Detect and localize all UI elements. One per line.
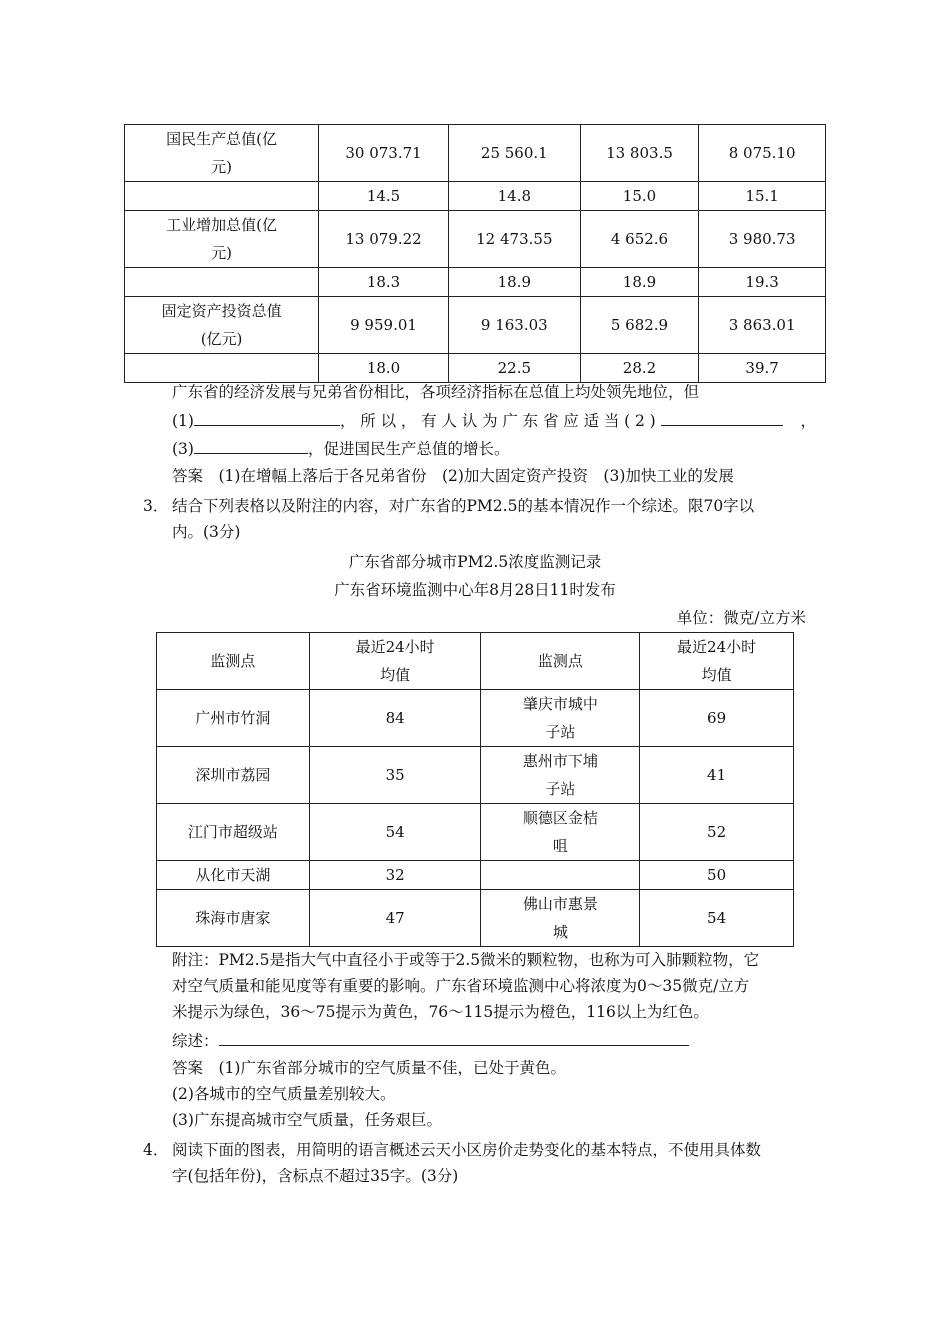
q3-line2: 内。(3分) bbox=[172, 523, 241, 541]
row-value bbox=[699, 211, 826, 268]
site-value-line: 41 bbox=[707, 766, 727, 784]
row-value-line: 8 075.10 bbox=[728, 144, 796, 162]
row-value-line: 30 073.71 bbox=[345, 144, 422, 162]
pm25-table bbox=[156, 632, 794, 947]
row-value-line: 15.0 bbox=[622, 187, 657, 205]
note-line-3: 米提示为绿色，36～75提示为黄色，76～115提示为橙色，116以上为红色。 bbox=[172, 1003, 709, 1021]
row-value bbox=[699, 268, 826, 297]
site-name bbox=[481, 690, 640, 747]
site-name-line: 佛山市惠景 bbox=[522, 895, 598, 913]
row-value-line: 9 959.01 bbox=[350, 316, 417, 334]
site-value bbox=[640, 747, 794, 804]
summary-blank bbox=[219, 1028, 689, 1046]
site-name-line: 咀 bbox=[552, 837, 568, 855]
summary-line bbox=[172, 1028, 689, 1053]
row-value bbox=[448, 297, 580, 354]
blank-3 bbox=[194, 436, 308, 454]
table-row bbox=[125, 268, 826, 297]
row-value-line: 4 652.6 bbox=[610, 230, 669, 248]
blank-2 bbox=[661, 408, 783, 426]
q4-number: 4． bbox=[143, 1141, 169, 1159]
row-value-line: 28.2 bbox=[622, 359, 657, 377]
row-label-line: 国民生产总值(亿 bbox=[166, 130, 277, 148]
site-value bbox=[309, 690, 481, 747]
row-value-line: 18.0 bbox=[366, 359, 401, 377]
row-value-line: 19.3 bbox=[745, 273, 779, 291]
header-avg-line: 均值 bbox=[701, 666, 732, 684]
header-avg-line: 最近24小时 bbox=[355, 638, 435, 656]
row-value bbox=[580, 125, 699, 182]
row-value bbox=[319, 182, 449, 211]
row-value-line: 13 803.5 bbox=[606, 144, 673, 162]
q2-line3 bbox=[172, 436, 509, 461]
table-row bbox=[125, 211, 826, 268]
site-value bbox=[640, 890, 794, 947]
site-name-line: 从化市天湖 bbox=[195, 866, 271, 884]
row-value-line: 3 980.73 bbox=[728, 230, 796, 248]
row-value bbox=[448, 125, 580, 182]
table-row bbox=[157, 747, 794, 804]
table-row bbox=[125, 297, 826, 354]
row-value bbox=[448, 211, 580, 268]
q2-p1: (1) bbox=[172, 412, 194, 430]
table-row bbox=[125, 125, 826, 182]
site-value bbox=[640, 804, 794, 861]
site-name bbox=[481, 804, 640, 861]
site-name-line: 顺德区金桔 bbox=[522, 809, 598, 827]
q2-p5: ，促进国民生产总值的增长。 bbox=[307, 440, 510, 458]
site-name-line: 珠海市唐家 bbox=[195, 909, 271, 927]
q3-answer-1: 答案 (1)广东省部分城市的空气质量不佳，已处于黄色。 bbox=[172, 1059, 566, 1077]
q2-answer: 答案 (1)在增幅上落后于各兄弟省份 (2)加大固定资产投资 (3)加快工业的发展 bbox=[172, 467, 734, 485]
site-value bbox=[309, 861, 481, 890]
q4-line1: 阅读下面的图表，用简明的语言概述云天小区房价走势变化的基本特点，不使用具体数 bbox=[172, 1141, 762, 1159]
row-value-line: 14.8 bbox=[497, 187, 532, 205]
q3-answer-3: (3)广东提高城市空气质量，任务艰巨。 bbox=[172, 1111, 442, 1129]
row-value bbox=[580, 182, 699, 211]
site-name bbox=[157, 890, 310, 947]
site-name-line: 深圳市荔园 bbox=[195, 766, 271, 784]
q2-p2: ，所以，有人认为广东省应适当(2) bbox=[339, 412, 661, 430]
row-label-line: 固定资产投资总值 bbox=[161, 302, 282, 320]
site-name bbox=[157, 861, 310, 890]
row-value bbox=[448, 354, 580, 383]
header-avg bbox=[640, 633, 794, 690]
site-name-line: 广州市竹洞 bbox=[195, 709, 271, 727]
table-row bbox=[157, 861, 794, 890]
row-value bbox=[699, 354, 826, 383]
row-label-line: 元) bbox=[211, 244, 232, 262]
row-value-line: 9 163.03 bbox=[480, 316, 548, 334]
site-name bbox=[157, 804, 310, 861]
row-value bbox=[319, 268, 449, 297]
site-value bbox=[640, 690, 794, 747]
q2-p4: (3) bbox=[172, 440, 194, 458]
table-row bbox=[125, 182, 826, 211]
site-value bbox=[640, 861, 794, 890]
header-site-line: 监测点 bbox=[210, 652, 256, 670]
site-value-line: 47 bbox=[385, 909, 405, 927]
row-value bbox=[699, 182, 826, 211]
site-value bbox=[309, 804, 481, 861]
site-value-line: 54 bbox=[385, 823, 405, 841]
header-avg-line: 最近24小时 bbox=[677, 638, 757, 656]
row-label bbox=[125, 211, 319, 268]
table-row bbox=[157, 804, 794, 861]
site-value-line: 35 bbox=[385, 766, 405, 784]
site-name bbox=[157, 690, 310, 747]
pm-table-title: 广东省部分城市PM2.5浓度监测记录 bbox=[348, 553, 602, 571]
site-value bbox=[309, 747, 481, 804]
row-value bbox=[319, 125, 449, 182]
row-value-line: 18.9 bbox=[497, 273, 532, 291]
note-line-2: 对空气质量和能见度等有重要的影响。广东省环境监测中心将浓度为0～35微克/立方 bbox=[172, 977, 750, 995]
row-value-line: 39.7 bbox=[745, 359, 779, 377]
row-value-line: 13 079.22 bbox=[345, 230, 422, 248]
row-value bbox=[448, 268, 580, 297]
note-line-1: 附注：PM2.5是指大气中直径小于或等于2.5微米的颗粒物，也称为可入肺颗粒物，它 bbox=[172, 951, 760, 969]
site-name-line: 城 bbox=[552, 923, 568, 941]
table-row bbox=[125, 354, 826, 383]
site-name-line: 江门市超级站 bbox=[187, 823, 278, 841]
economy-table bbox=[124, 124, 826, 383]
site-value-line: 50 bbox=[707, 866, 727, 884]
row-label bbox=[125, 354, 319, 383]
pm-table-subtitle: 广东省环境监测中心年8月28日11时发布 bbox=[334, 581, 616, 599]
blank-1 bbox=[194, 408, 340, 426]
row-label-line: (亿元) bbox=[200, 330, 243, 348]
row-label bbox=[125, 182, 319, 211]
pm-table-unit: 单位：微克/立方米 bbox=[676, 609, 806, 627]
row-value-line: 3 863.01 bbox=[728, 316, 796, 334]
header-site-line: 监测点 bbox=[537, 652, 583, 670]
table-header-row bbox=[157, 633, 794, 690]
header-site bbox=[481, 633, 640, 690]
q3-line1: 结合下列表格以及附注的内容，对广东省的PM2.5的基本情况作一个综述。限70字以 bbox=[172, 497, 755, 515]
row-value-line: 25 560.1 bbox=[480, 144, 548, 162]
site-name-line: 子站 bbox=[545, 780, 576, 798]
row-label-line: 工业增加总值(亿 bbox=[166, 216, 277, 234]
row-value bbox=[319, 297, 449, 354]
row-value bbox=[580, 211, 699, 268]
site-name-line: 惠州市下埔 bbox=[522, 752, 598, 770]
site-value-line: 84 bbox=[385, 709, 405, 727]
row-label bbox=[125, 268, 319, 297]
row-value-line: 18.3 bbox=[366, 273, 401, 291]
row-value bbox=[580, 354, 699, 383]
row-value bbox=[448, 182, 580, 211]
header-avg-line: 均值 bbox=[380, 666, 411, 684]
row-label-line: 元) bbox=[211, 158, 232, 176]
site-value bbox=[309, 890, 481, 947]
site-value-line: 32 bbox=[385, 866, 405, 884]
site-name-line: 子站 bbox=[545, 723, 576, 741]
row-value bbox=[580, 297, 699, 354]
site-name bbox=[481, 747, 640, 804]
table-row bbox=[157, 690, 794, 747]
row-value-line: 14.5 bbox=[366, 187, 401, 205]
row-value bbox=[319, 211, 449, 268]
row-value-line: 15.1 bbox=[745, 187, 779, 205]
q2-line1: 广东省的经济发展与兄弟省份相比，各项经济指标在总值上均处领先地位，但 bbox=[172, 383, 700, 401]
site-value-line: 69 bbox=[707, 709, 727, 727]
summary-label: 综述： bbox=[172, 1032, 219, 1050]
row-value-line: 5 682.9 bbox=[610, 316, 669, 334]
row-value-line: 18.9 bbox=[622, 273, 657, 291]
row-value bbox=[580, 268, 699, 297]
q3-number: 3． bbox=[143, 497, 169, 515]
header-site bbox=[157, 633, 310, 690]
site-name-line: 肇庆市城中 bbox=[522, 695, 598, 713]
row-label bbox=[125, 297, 319, 354]
row-value-line: 12 473.55 bbox=[476, 230, 553, 248]
q2-line2 bbox=[172, 408, 816, 433]
q2-p3: ， bbox=[800, 412, 817, 430]
table-row bbox=[157, 890, 794, 947]
row-value-line: 22.5 bbox=[497, 359, 532, 377]
site-value-line: 52 bbox=[707, 823, 727, 841]
site-value-line: 54 bbox=[707, 909, 727, 927]
row-value bbox=[699, 125, 826, 182]
q3-answer-2: (2)各城市的空气质量差别较大。 bbox=[172, 1085, 396, 1103]
site-name bbox=[481, 890, 640, 947]
header-avg bbox=[309, 633, 481, 690]
row-label bbox=[125, 125, 319, 182]
site-name bbox=[157, 747, 310, 804]
row-value bbox=[699, 297, 826, 354]
row-value bbox=[319, 354, 449, 383]
site-name bbox=[481, 861, 640, 890]
q4-line2: 字(包括年份)，含标点不超过35字。(3分) bbox=[172, 1167, 459, 1185]
